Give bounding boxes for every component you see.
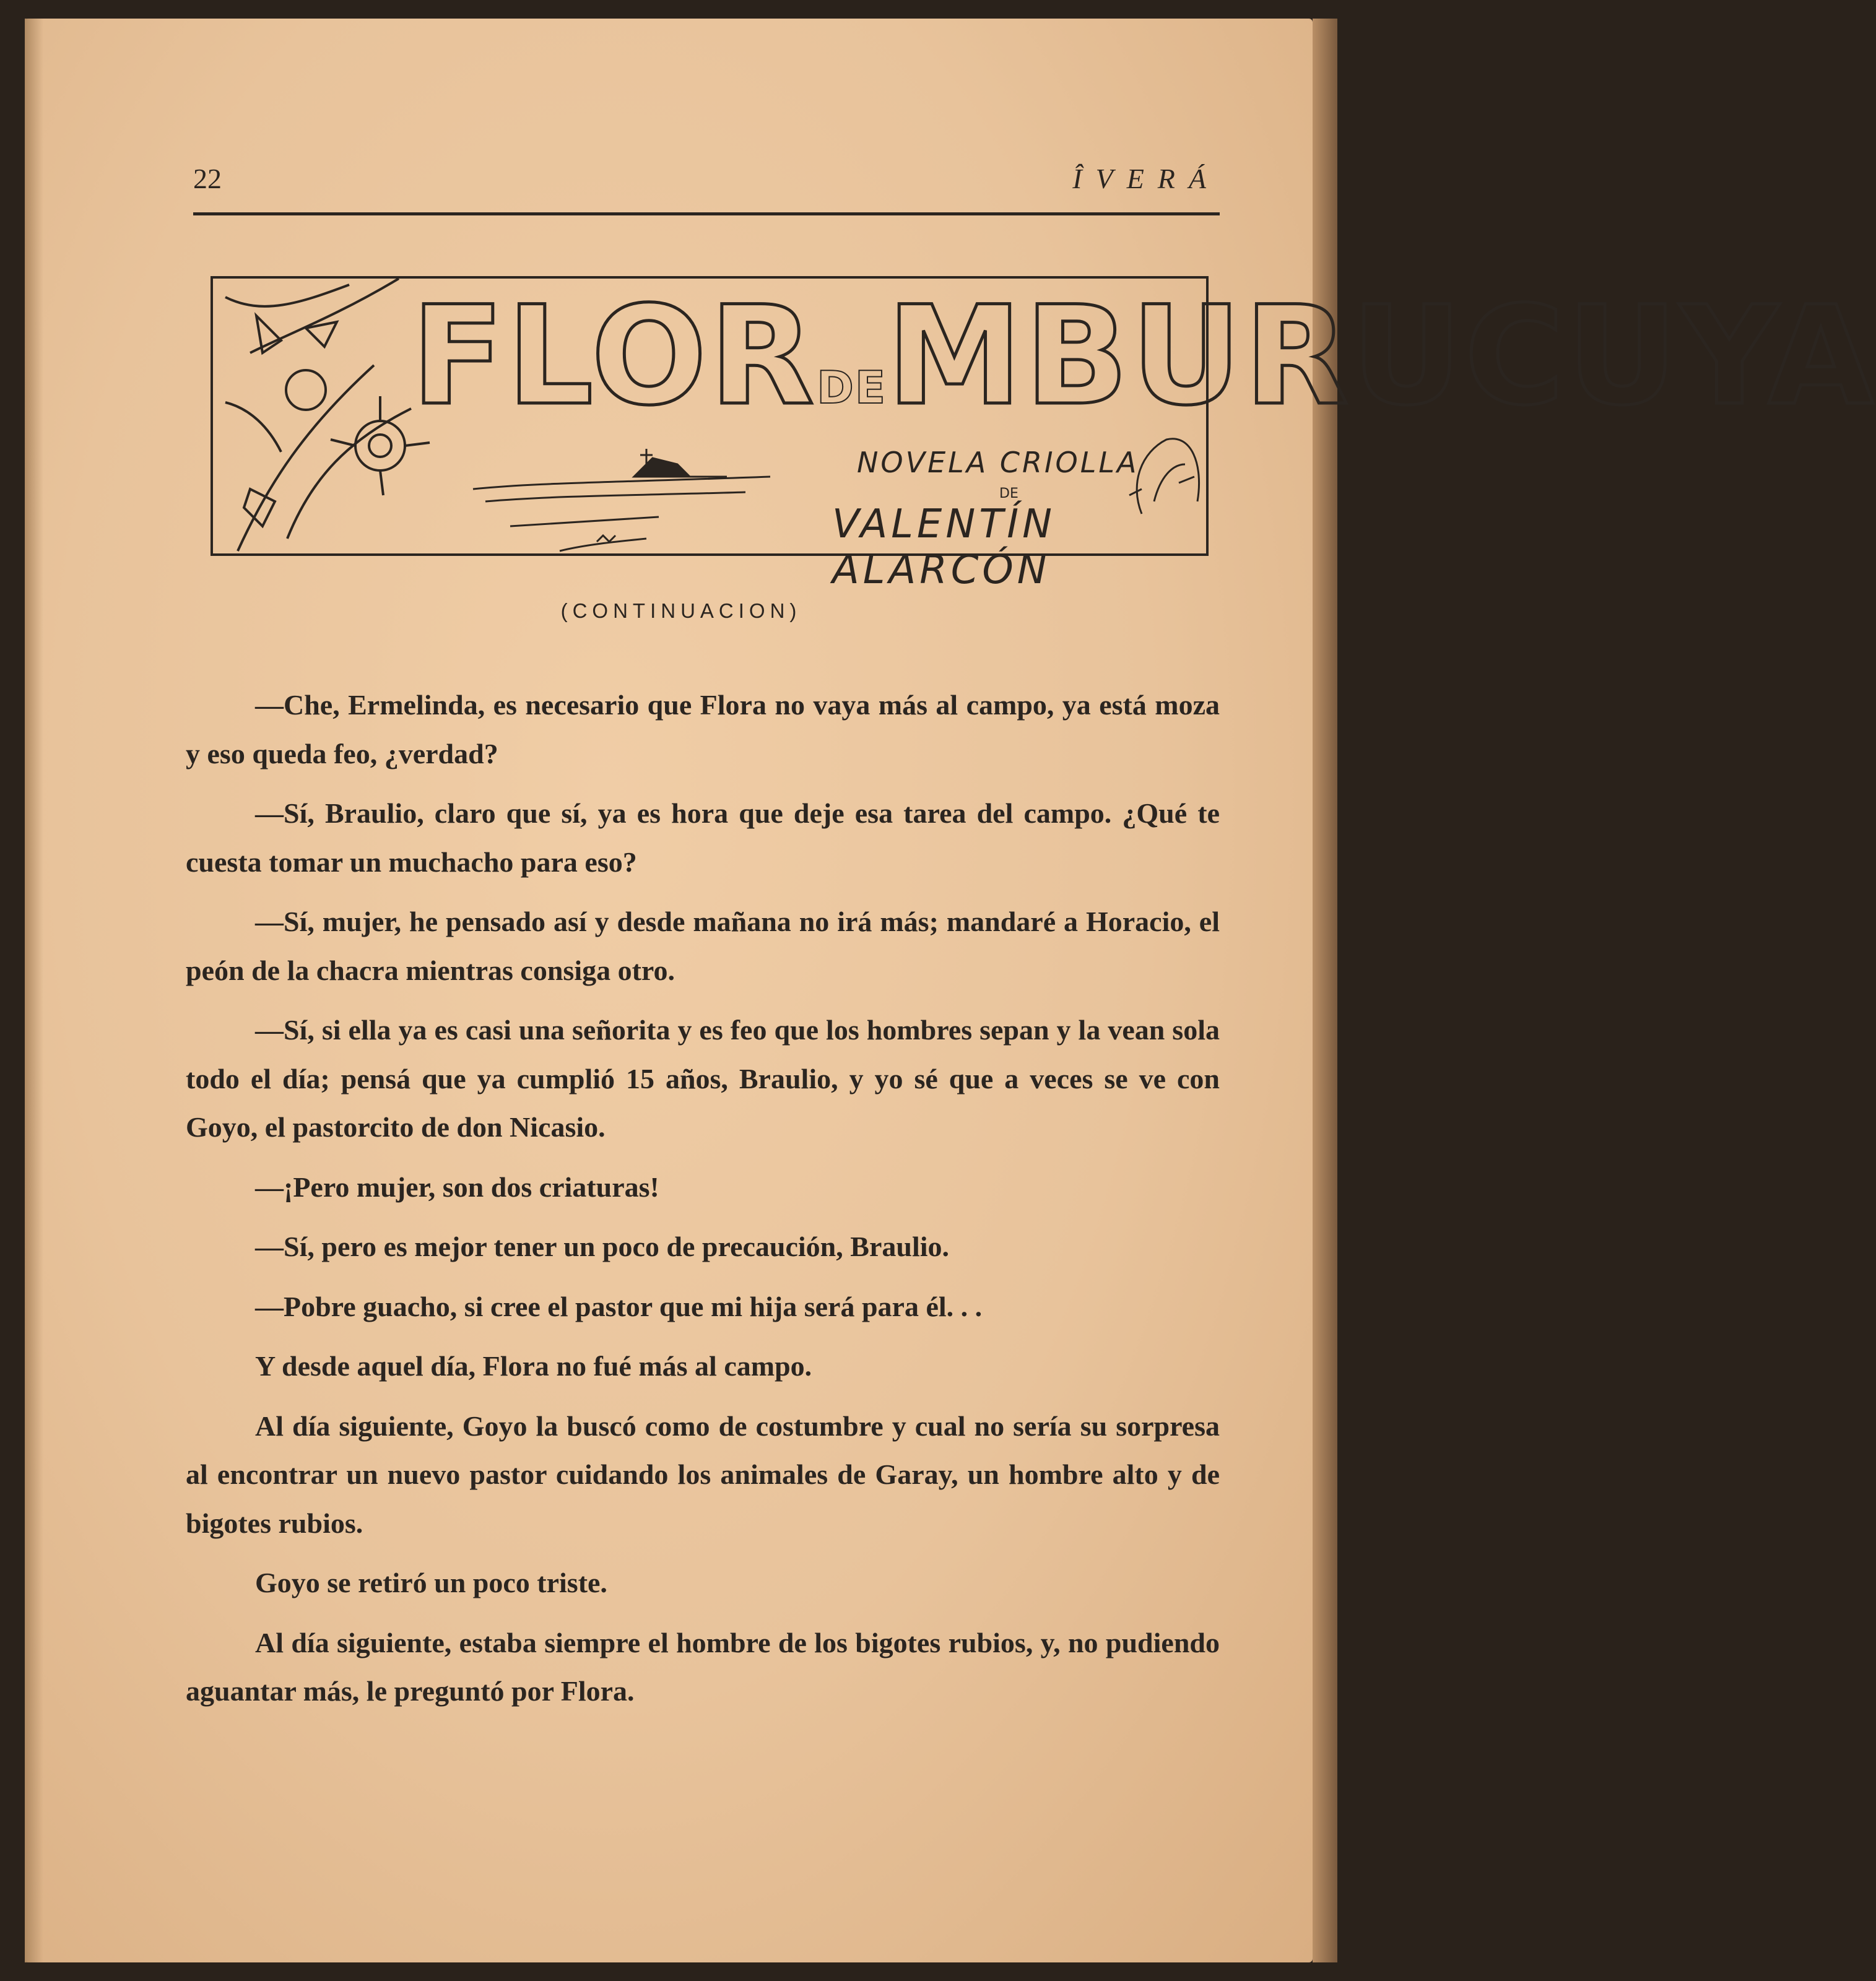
paragraph: —Sí, pero es mejor tener un poco de precaución, Braulio. xyxy=(255,1231,950,1262)
banner-author: VALENTÍN ALARCÓN xyxy=(832,501,1056,593)
running-head xyxy=(193,162,1220,199)
paragraph: Goyo se retiró un poco triste. xyxy=(255,1567,607,1598)
continuation-label: (CONTINUACION) xyxy=(560,599,802,622)
page-number: 22 xyxy=(193,163,222,194)
page-gutter-shadow xyxy=(25,19,43,1962)
body-text xyxy=(186,681,1220,1727)
paragraph: —Pobre guacho, si cree el pastor que mi hija será para él. . . xyxy=(255,1290,983,1322)
paragraph: —Sí, si ella ya es casi una señorita y es feo que los hombres sepan y la vean sola todo el día; pensá que ya cumplió 15 años, Braulio, y yo sé que a veces se ve con Goyo, el pastorcito de don Nicasio. xyxy=(186,1014,1220,1143)
paragraph: —Sí, Braulio, claro que sí, ya es hora que deje esa tarea del campo. ¿Qué te cuesta tomar un muchacho para eso? xyxy=(186,797,1220,878)
header-rule xyxy=(193,212,1220,215)
paragraph: —Sí, mujer, he pensado así y desde mañana no irá más; mandaré a Horacio, el peón de la chacra mientras consiga otro. xyxy=(186,906,1220,986)
title-banner xyxy=(211,276,1876,593)
paragraph: Al día siguiente, Goyo la buscó como de costumbre y cual no sería su sorpresa al encontrar un nuevo pastor cuidando los animales de Garay, un hombre alto y de bigotes rubios. xyxy=(186,1410,1220,1539)
journal-title: ÎVERÁ xyxy=(1072,163,1220,194)
paragraph: Y desde aquel día, Flora no fué más al campo. xyxy=(255,1350,812,1382)
banner-byline-prefix: DE xyxy=(999,486,1018,501)
banner-subtitle: NOVELA CRIOLLA xyxy=(857,446,1139,479)
farmhouse-illustration xyxy=(473,449,770,551)
paragraph: —Che, Ermelinda, es necesario que Flora no vaya más al campo, ya está moza y eso queda feo, ¿verdad? xyxy=(186,689,1220,769)
flower-branch-illustration xyxy=(225,279,430,551)
banner-title-mburucuya: MBURUCUYA xyxy=(887,277,1876,435)
paragraph: —¡Pero mujer, son dos criaturas! xyxy=(255,1171,659,1203)
banner-title-de: DE xyxy=(817,362,887,414)
paragraph: Al día siguiente, estaba siempre el hombre de los bigotes rubios, y, no pudiendo aguantar más, le preguntó por Flora. xyxy=(186,1626,1220,1707)
banner-title xyxy=(411,277,1876,435)
banner-title-flor: FLOR xyxy=(411,277,817,435)
